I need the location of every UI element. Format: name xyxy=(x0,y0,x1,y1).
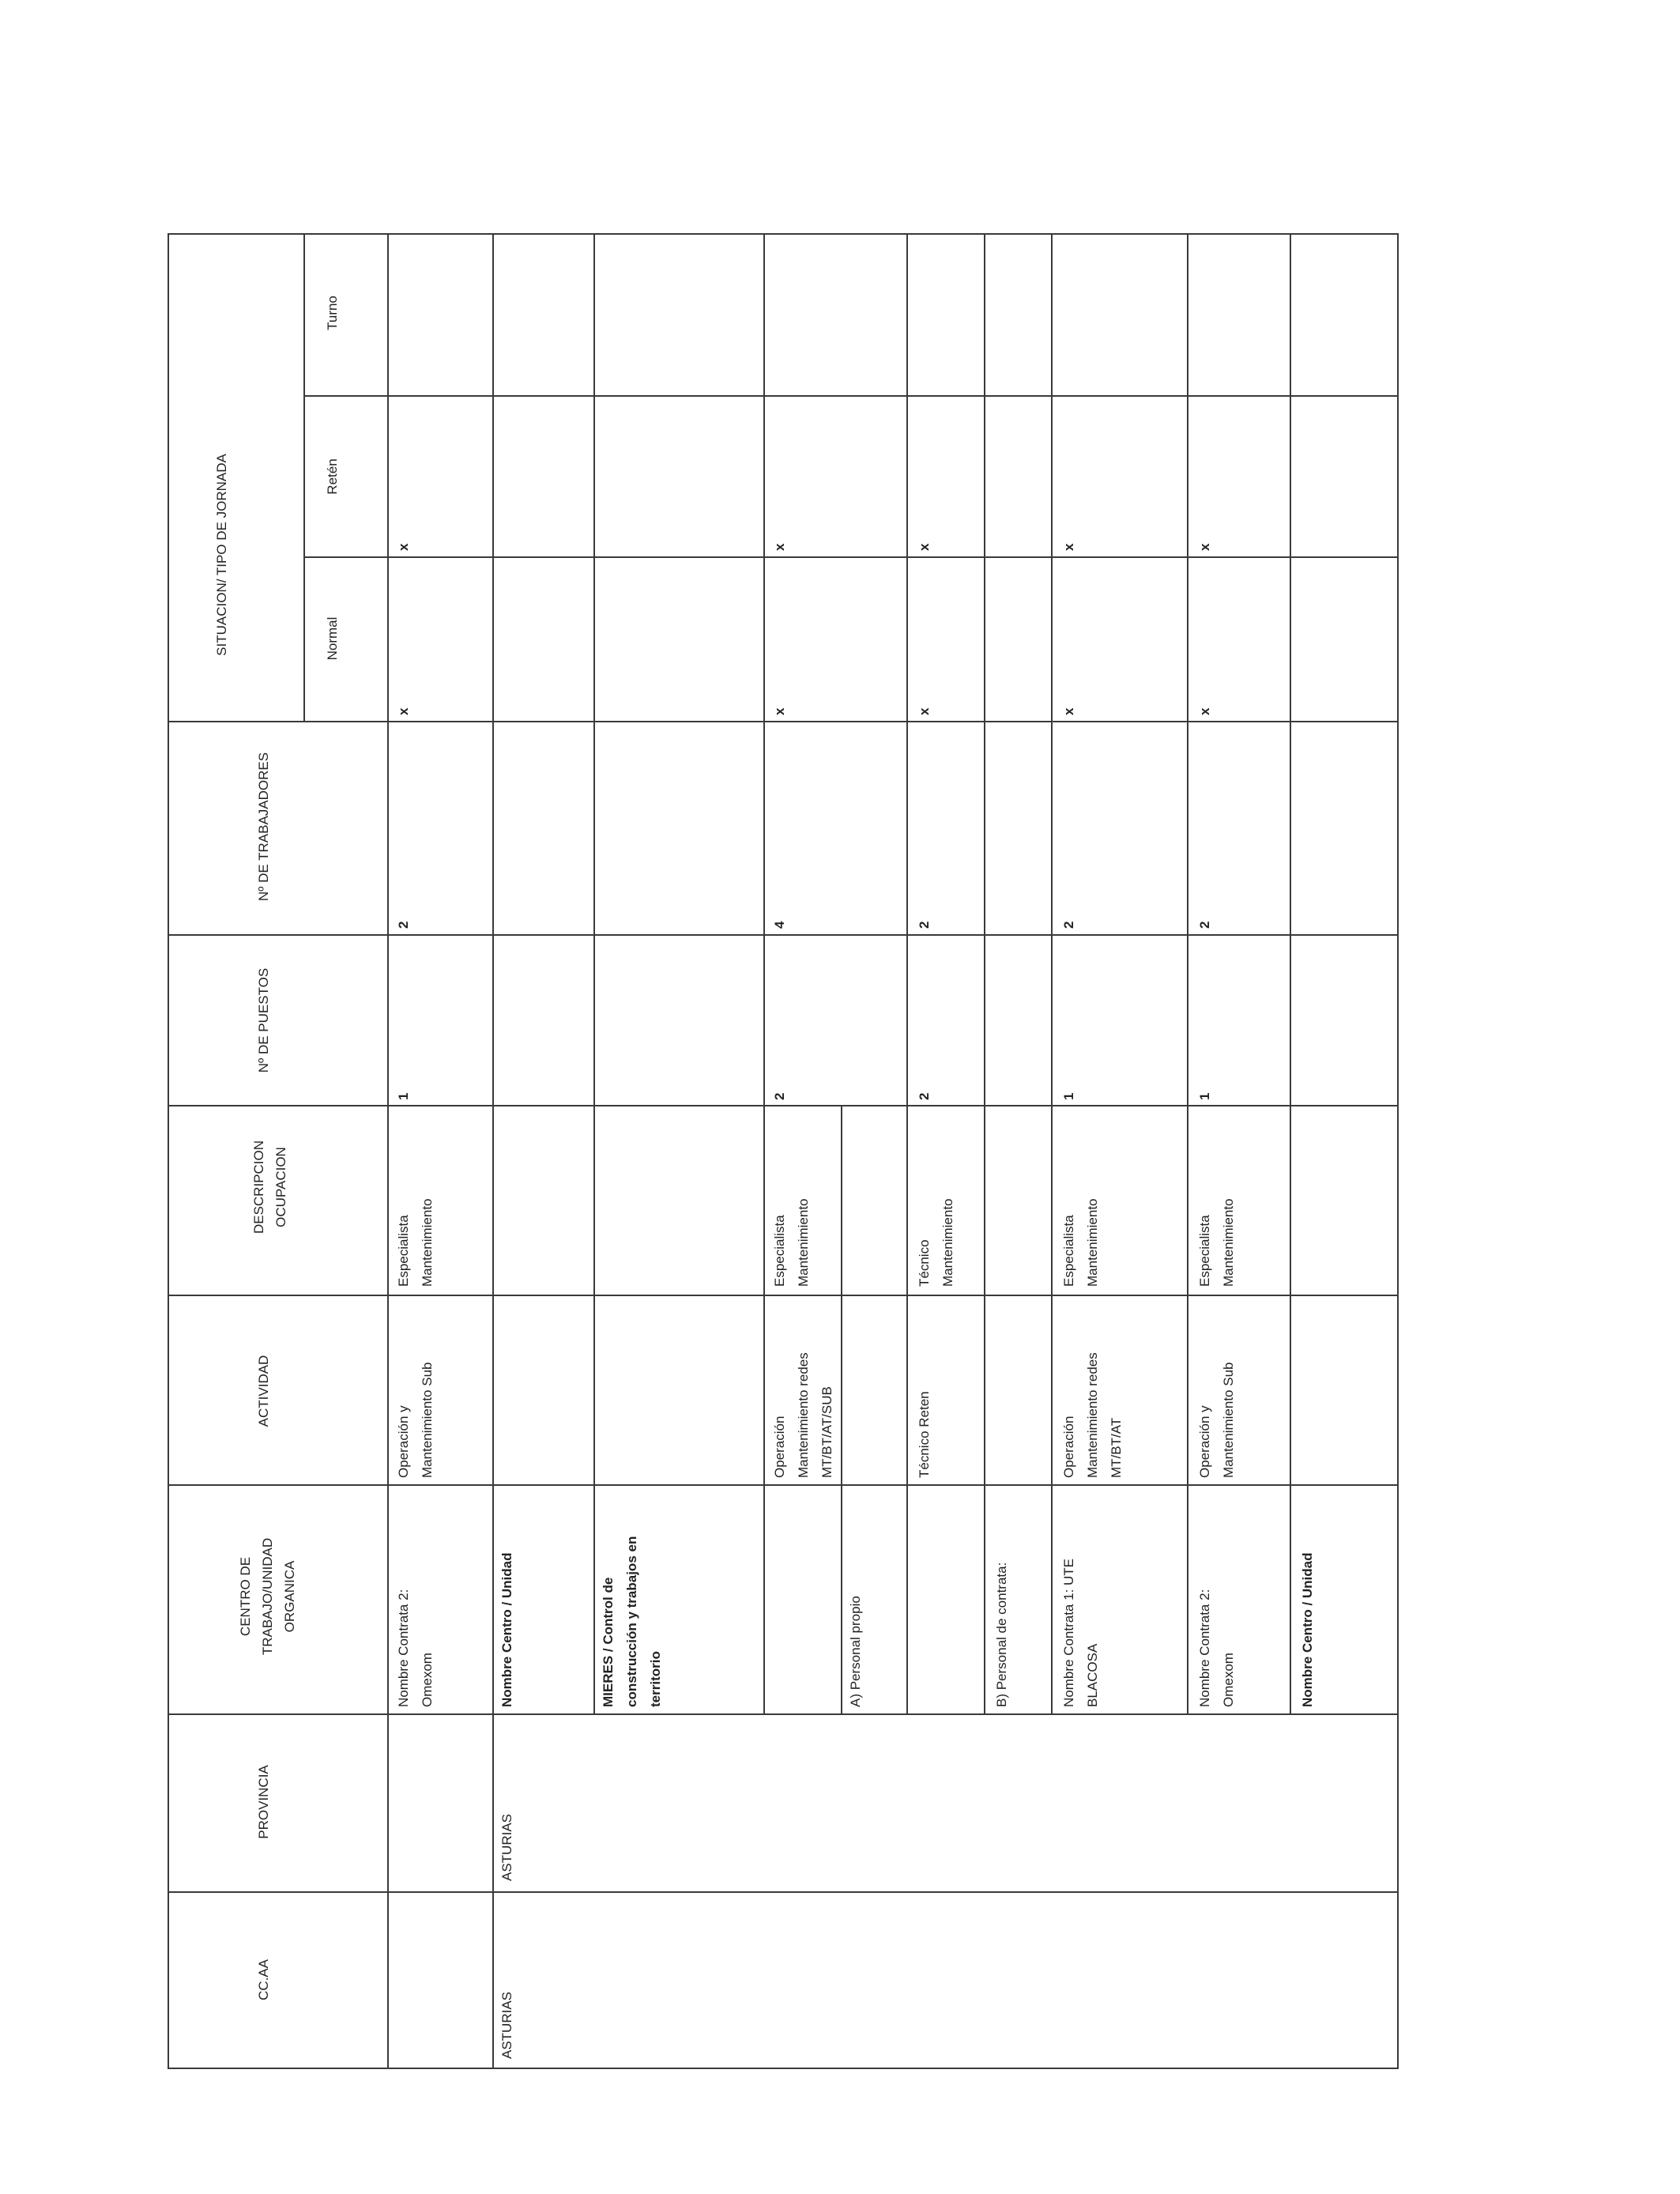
row9-normal-mark: x xyxy=(1197,707,1212,715)
row3-centro-line3: territorio xyxy=(648,1651,663,1707)
row-divider xyxy=(593,233,595,1715)
row4-reten-mark: x xyxy=(772,543,787,551)
table-border-top xyxy=(168,233,1399,235)
row8-actividad-line3: MT/BT/AT xyxy=(1109,1417,1124,1478)
row8-puestos-value: 1 xyxy=(1061,1092,1076,1100)
row-divider xyxy=(906,233,908,1715)
header-column-divider xyxy=(387,233,389,2069)
row1-actividad-line1: Operación y xyxy=(396,1405,411,1478)
row4-descripcion-line2: Mantenimiento xyxy=(796,1198,811,1287)
header-centro-line2: TRABAJO/UNIDAD xyxy=(260,1537,275,1656)
header-turno-label: Turno xyxy=(325,296,340,330)
row4-trabajadores-value: 4 xyxy=(772,921,787,929)
row8-reten-mark: x xyxy=(1061,543,1076,551)
header-actividad-label: ACTIVIDAD xyxy=(256,1355,271,1427)
header-provincia-label: PROVINCIA xyxy=(256,1765,271,1839)
header-trabajadores-label: Nº DE TRABAJADORES xyxy=(256,752,271,902)
row6-normal-mark: x xyxy=(917,707,932,715)
column-divider-puestos-descripcion xyxy=(168,1105,1399,1106)
header-descripcion-line2: OCUPACION xyxy=(273,1147,288,1227)
row6-puestos-value: 2 xyxy=(917,1092,932,1100)
row-divider xyxy=(984,233,985,1715)
row9-descripcion-line1: Especialista xyxy=(1197,1215,1212,1287)
ccaa-value-text: ASTURIAS xyxy=(499,1991,514,2059)
row7-centro-label: B) Personal de contrata: xyxy=(994,1562,1009,1707)
row9-descripcion-line2: Mantenimiento xyxy=(1221,1198,1236,1287)
row4-actividad-line1: Operación xyxy=(772,1416,787,1478)
row9-centro-line2: Omexom xyxy=(1221,1653,1236,1707)
row9-centro-line1: Nombre Contrata 2: xyxy=(1197,1589,1212,1707)
row8-descripcion-line1: Especialista xyxy=(1061,1215,1076,1287)
row1-descripcion-line2: Mantenimiento xyxy=(420,1198,435,1287)
table-border-left xyxy=(168,233,169,2069)
column-divider-provincia-ccaa xyxy=(168,1891,1399,1893)
row1-actividad-line2: Mantenimiento Sub xyxy=(420,1362,435,1478)
header-divider-situacion xyxy=(303,233,305,721)
row8-normal-mark: x xyxy=(1061,707,1076,715)
row9-actividad-line1: Operación y xyxy=(1197,1405,1212,1478)
row1-puestos-value: 1 xyxy=(396,1092,411,1100)
row1-centro-line1: Nombre Contrata 2: xyxy=(396,1589,411,1707)
row1-normal-mark: x xyxy=(396,707,411,715)
row6-descripcion-line2: Mantenimiento xyxy=(940,1198,955,1287)
table-border-bottom xyxy=(168,2068,1399,2069)
column-divider-centro-provincia xyxy=(168,1713,1399,1715)
row4-puestos-value: 2 xyxy=(772,1092,787,1100)
row8-actividad-line2: Mantenimiento redes xyxy=(1085,1352,1100,1478)
row4-actividad-line2: Mantenimiento redes xyxy=(796,1352,811,1478)
row3-centro-line1: MIERES / Control de xyxy=(601,1577,616,1707)
column-divider-actividad-centro xyxy=(168,1484,1399,1486)
column-divider-reten-normal xyxy=(303,556,1399,558)
row4-normal-mark: x xyxy=(772,707,787,715)
row1-centro-line2: Omexom xyxy=(420,1653,435,1707)
row8-centro-line1: Nombre Contrata 1: UTE xyxy=(1061,1558,1076,1707)
row9-reten-mark: x xyxy=(1197,543,1212,551)
header-centro-line3: ORGANICA xyxy=(282,1560,297,1633)
row4-descripcion-line1: Especialista xyxy=(772,1215,787,1287)
row3-centro-line2: construcción y trabajos en xyxy=(624,1536,639,1707)
provincia-value-text: ASTURIAS xyxy=(499,1813,514,1881)
column-divider-situacion-trabajadores xyxy=(168,721,1399,722)
row1-descripcion-line1: Especialista xyxy=(396,1215,411,1287)
row9-puestos-value: 1 xyxy=(1197,1092,1212,1100)
row8-trabajadores-value: 2 xyxy=(1061,921,1076,929)
column-divider-trabajadores-puestos xyxy=(168,934,1399,936)
row8-actividad-line1: Operación xyxy=(1061,1416,1076,1478)
table-border-right xyxy=(1397,233,1399,2069)
row6-descripcion-line1: Técnico xyxy=(917,1239,932,1287)
row-divider xyxy=(1051,233,1053,1715)
row8-centro-line2: BLACOSA xyxy=(1085,1643,1100,1707)
header-situacion-label: SITUACION/ TIPO DE JORNADA xyxy=(214,454,229,656)
row-divider xyxy=(1187,233,1188,1715)
row-divider xyxy=(763,233,765,1715)
row9-trabajadores-value: 2 xyxy=(1197,921,1212,929)
row8-descripcion-line2: Mantenimiento xyxy=(1085,1198,1100,1287)
header-puestos-label: Nº DE PUESTOS xyxy=(256,967,271,1073)
row1-trabajadores-value: 2 xyxy=(396,921,411,929)
row6-actividad-label: Técnico Reten xyxy=(917,1391,932,1478)
row4-actividad-line3: MT/BT/AT/SUB xyxy=(819,1386,834,1478)
row6-reten-mark: x xyxy=(917,543,932,551)
row6-trabajadores-value: 2 xyxy=(917,921,932,929)
header-ccaa-label: CC.AA xyxy=(256,1959,271,2000)
header-normal-label: Normal xyxy=(325,616,340,661)
column-divider-descripcion-actividad xyxy=(168,1295,1399,1296)
row10-centro-label: Nombre Centro / Unidad xyxy=(1300,1552,1315,1707)
column-divider-turno-reten xyxy=(303,395,1399,397)
header-reten-label: Retén xyxy=(325,458,340,495)
row-divider-partial xyxy=(841,1105,842,1715)
row9-actividad-line2: Mantenimiento Sub xyxy=(1221,1362,1236,1478)
row2-centro-label: Nombre Centro / Unidad xyxy=(499,1552,514,1707)
header-descripcion-line1: DESCRIPCION xyxy=(251,1140,266,1235)
row-divider xyxy=(492,233,494,2069)
header-centro-line1: CENTRO DE xyxy=(238,1556,253,1637)
row-divider xyxy=(1290,233,1291,1715)
row1-reten-mark: x xyxy=(396,543,411,551)
row5-centro-label: A) Personal propio xyxy=(848,1596,863,1707)
